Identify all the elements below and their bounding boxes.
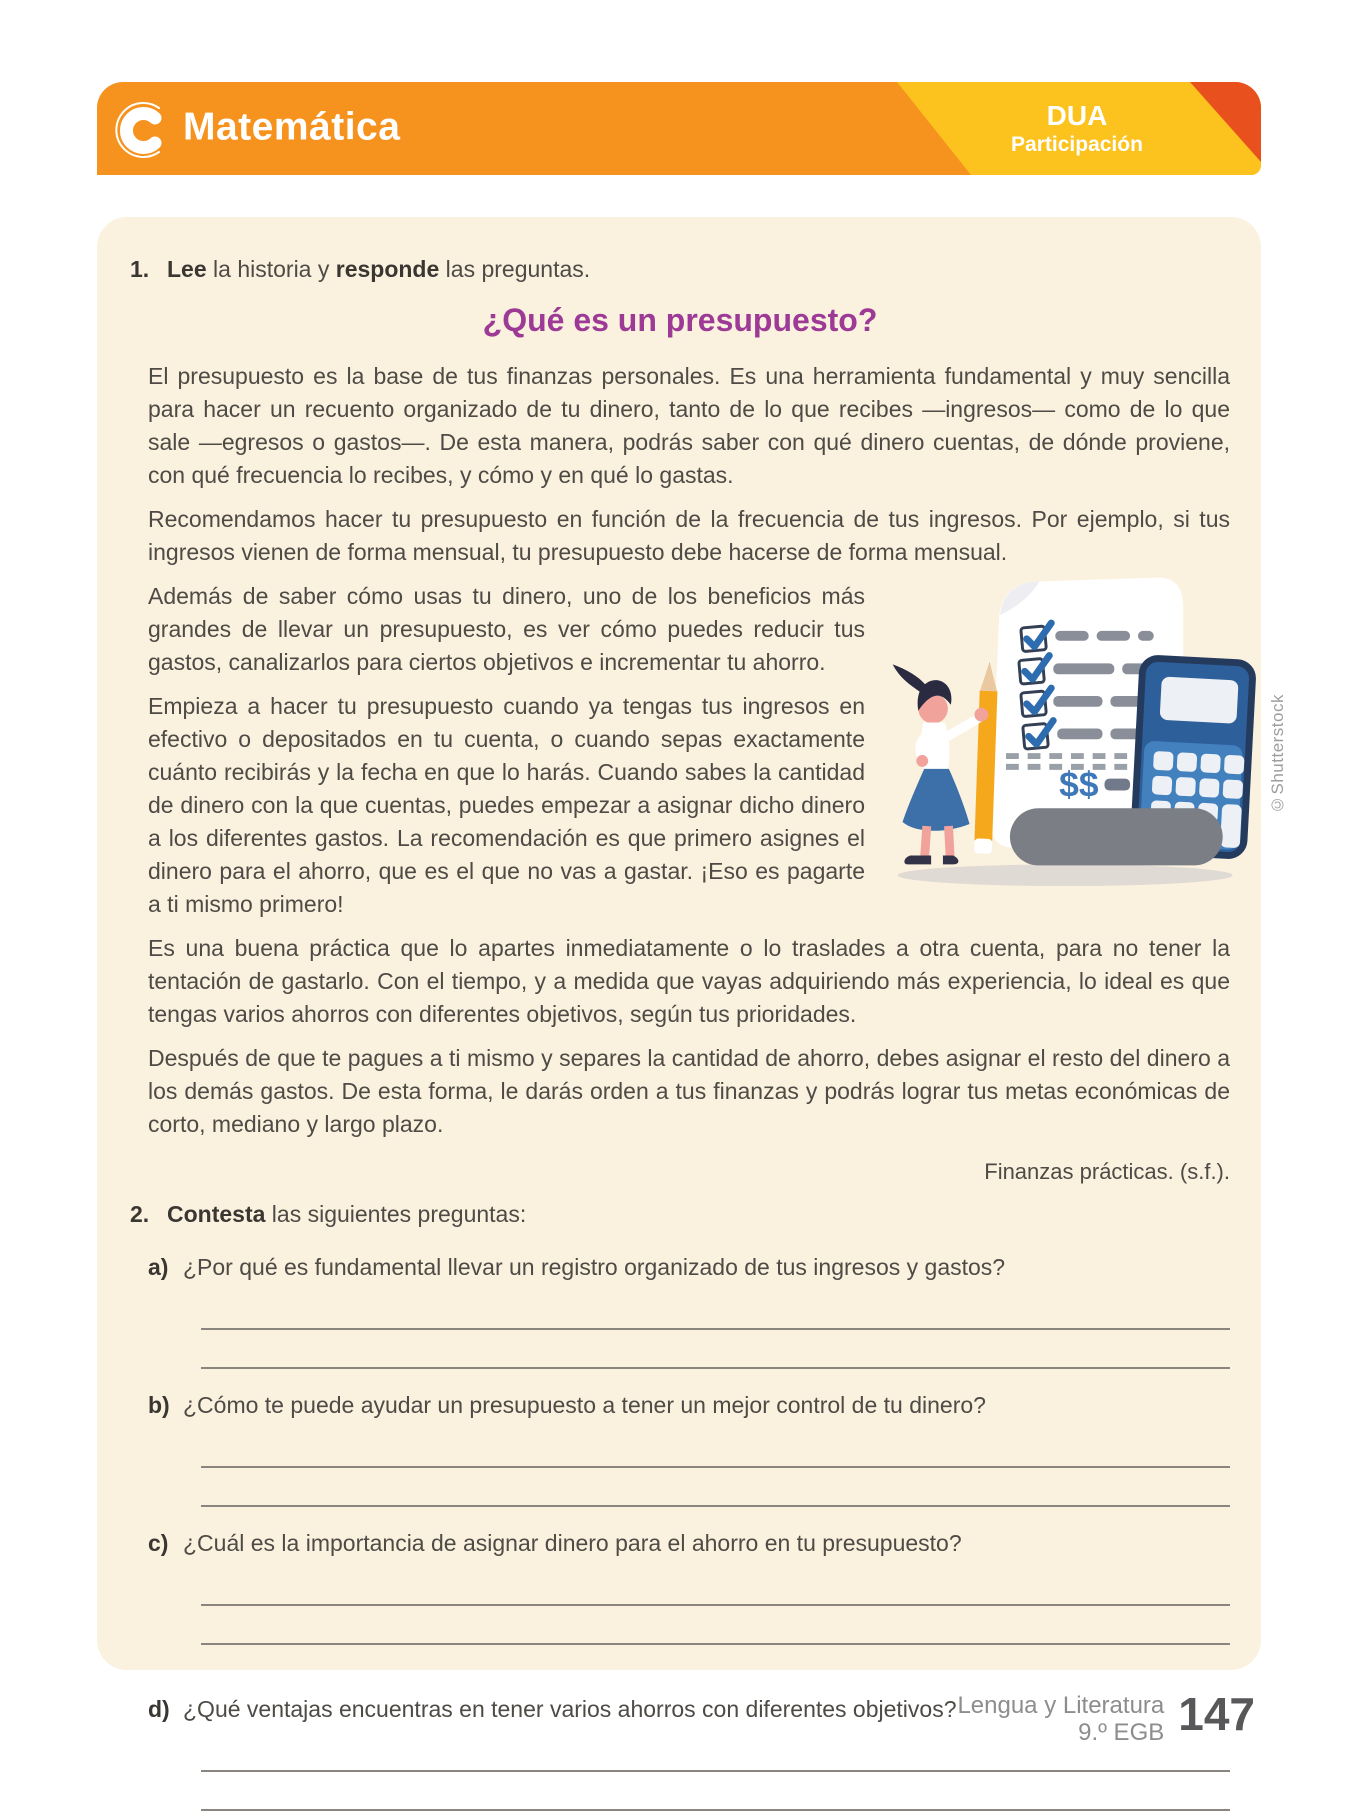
reading-title: ¿Qué es un presupuesto?	[482, 302, 878, 338]
woman-figure	[893, 664, 989, 864]
dollar-signs: $$	[1059, 764, 1099, 805]
question-c-label: c)	[148, 1530, 169, 1556]
page-number: 147	[1178, 1688, 1255, 1740]
dua-badge	[947, 82, 1207, 175]
image-credit: ©Shutterstock	[1268, 694, 1287, 814]
reading-article	[148, 360, 1230, 1141]
question-b-answer-area	[201, 1466, 1230, 1507]
paragraph-4: Empieza a hacer tu presupuesto cuando ya tengas tus ingresos en efectivo o depositados en tu cuenta, o cuando sepas exactamente cuánto recibirás y la fecha en que lo harás. Cuando sabes la cantidad de dinero con la que cuentas, puedes empezar a asignar dicho dinero a los diferentes gastos. La recomendación es que primero asignes el dinero para el ahorro, que es el que no vas a gastar. ¡Eso es pagarte a ti mismo primero!	[148, 693, 865, 917]
source-citation: Finanzas prácticas. (s.f.).	[984, 1159, 1230, 1184]
answer-line	[201, 1367, 1230, 1369]
question-d-answer-area	[201, 1770, 1230, 1811]
answer-line	[201, 1466, 1230, 1468]
question-b-label: b)	[148, 1392, 170, 1418]
instruction-1-text: Lee la historia y responde las preguntas.	[167, 256, 591, 282]
dua-badge-title: DUA	[1046, 100, 1108, 132]
brand-c-logo-icon	[111, 95, 173, 168]
instruction-2-text: Contesta las siguientes preguntas:	[167, 1201, 527, 1227]
question-b-text: ¿Cómo te puede ayudar un presupuesto a tener un mejor control de tu dinero?	[183, 1392, 986, 1418]
question-a	[148, 1251, 1230, 1284]
question-c-answer-area	[201, 1604, 1230, 1645]
paragraph-2: Recomendamos hacer tu presupuesto en función de la frecuencia de tus ingresos. Por ejemplo, si tus ingresos vienen de forma mensual, tu presupuesto debe hacerse de forma mensual.	[148, 506, 1230, 565]
question-a-text: ¿Por qué es fundamental llevar un registro organizado de tus ingresos y gastos?	[183, 1254, 1006, 1280]
instruction-2	[130, 1198, 1230, 1231]
header-band	[97, 82, 1261, 175]
answer-line	[201, 1604, 1230, 1606]
instruction-1-number: 1.	[130, 256, 150, 282]
question-c-text: ¿Cuál es la importancia de asignar dinero para el ahorro en tu presupuesto?	[183, 1530, 962, 1556]
answer-line	[201, 1328, 1230, 1330]
answer-line	[201, 1643, 1230, 1645]
budget-illustration	[883, 560, 1258, 890]
budget-illustration-graphic	[883, 560, 1258, 890]
answer-line	[201, 1770, 1230, 1772]
footer-course-grade	[957, 1692, 1164, 1746]
paragraph-6: Después de que te pagues a ti mismo y separes la cantidad de ahorro, debes asignar el resto del dinero a los demás gastos. De esta forma, le darás orden a tus finanzas y podrás lograr tus metas económicas de corto, mediano y largo plazo.	[148, 1045, 1230, 1137]
question-c	[148, 1527, 1230, 1560]
question-a-label: a)	[148, 1254, 169, 1280]
instruction-1	[130, 253, 1230, 286]
footer-course: Lengua y Literatura	[957, 1692, 1165, 1719]
paragraph-3: Además de saber cómo usas tu dinero, uno de los beneficios más grandes de llevar un presupuesto, es ver cómo puedes reducir tus gastos, canalizarlos para ciertos objetivos e incrementar tu ahorro.	[148, 583, 865, 675]
answer-line	[201, 1505, 1230, 1507]
dua-badge-subtitle: Participación	[1011, 132, 1143, 156]
question-b	[148, 1389, 1230, 1422]
paragraph-1: El presupuesto es la base de tus finanzas personales. Es una herramienta fundamental y muy sencilla para hacer un recuento organizado de tu dinero, tanto de lo que recibes —ingresos— como de lo que sale —egresos o gastos—. De esta manera, podrás saber con qué dinero cuentas, de dónde proviene, con qué frecuencia lo recibes, y cómo y en qué lo gastas.	[148, 363, 1230, 488]
subject-title: Matemática	[183, 105, 401, 149]
instruction-2-number: 2.	[130, 1201, 150, 1227]
paragraph-5: Es una buena práctica que lo apartes inmediatamente o lo traslades a otra cuenta, para no tener la tentación de gastarlo. Con el tiempo, y a medida que vayas adquiriendo más experiencia, lo ideal es que tengas varios ahorros con diferentes objetivos, según tus prioridades.	[148, 935, 1230, 1027]
footer-grade: 9.º EGB	[1078, 1719, 1165, 1746]
question-a-answer-area	[201, 1328, 1230, 1369]
page-footer	[957, 1688, 1255, 1746]
question-d-text: ¿Qué ventajas encuentras en tener varios ahorros con diferentes objetivos?	[183, 1696, 957, 1722]
question-d-label: d)	[148, 1696, 170, 1722]
